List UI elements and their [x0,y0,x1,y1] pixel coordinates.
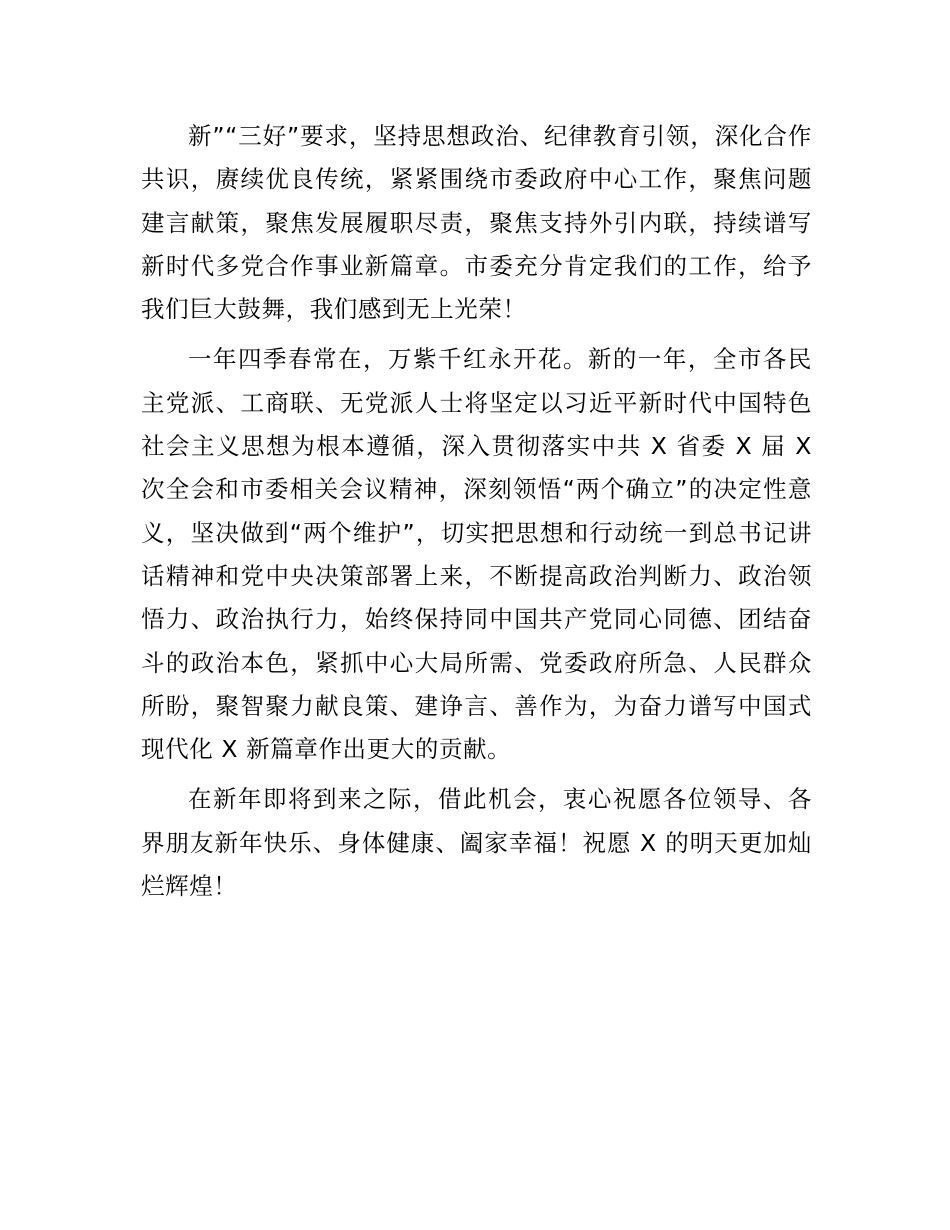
paragraph-1: 新”“三好”要求，坚持思想政治、纪律教育引领，深化合作共识，赓续优良传统，紧紧围绕市委政府中心工作，聚焦问题建言献策，聚焦发展履职尽责，聚焦支持外引内联，持续谱写新时代多党合作事业新篇章。市委充分肯定我们的工作，给予我们巨大鼓舞，我们感到无上光荣！ [141,122,812,324]
paragraph-2: 一年四季春常在，万紫千红永开花。新的一年，全市各民主党派、工商联、无党派人士将坚定以习近平新时代中国特色社会主义思想为根本遵循，深入贯彻落实中共 X 省委 X 届 X 次全会和市委相关会议精神，深刻领悟“两个确立”的决定性意义，坚决做到“两个维护”，切实把思想和行动统一到总书记讲话精神和党中央决策部署上来，不断提高政治判断力、政治领悟力、政治执行力，始终保持同中国共产党同心同德、团结奋斗的政治本色，紧抓中心大局所需、党委政府所急、人民群众所盼，聚智聚力献良策、建诤言、善作为，为奋力谱写中国式现代化 X 新篇章作出更大的贡献。 [141,345,812,764]
document-body [141,115,812,915]
paragraph-3: 在新年即将到来之际，借此机会，衷心祝愿各位领导、各界朋友新年快乐、身体健康、阖家幸福！祝愿 X 的明天更加灿烂辉煌！ [141,785,812,901]
